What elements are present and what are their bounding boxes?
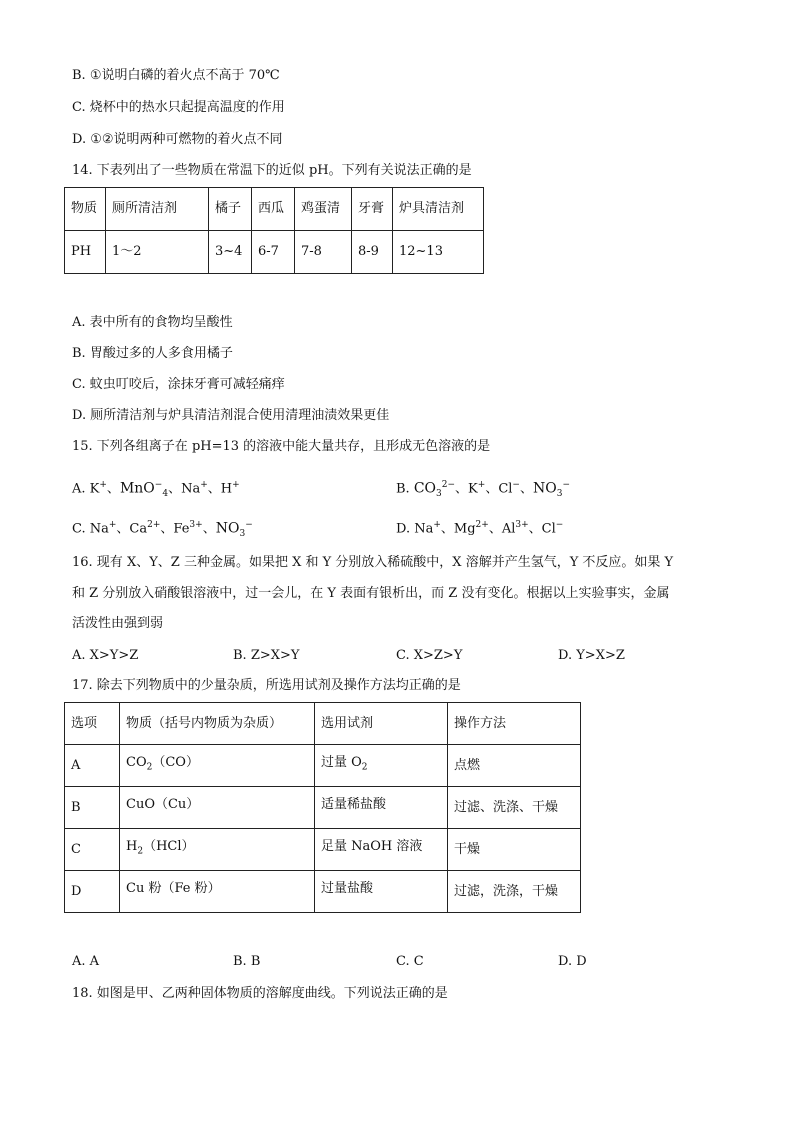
q13-option-b: B. ①说明白磷的着火点不高于 70℃: [72, 68, 280, 83]
q15-option-c: C. Na+、$Ca^{2+}$、$Fe^{3+}$、$NO_3^-$: [72, 520, 253, 539]
table-cell: 点燃: [448, 745, 581, 787]
q16-stem-line-1: 16. 现有 X、Y、Z 三种金属。如果把 X 和 Y 分别放入稀硫酸中，X 溶解并产生氢气，Y 不反应。如果 Y: [72, 555, 674, 570]
table-cell: PH: [65, 231, 106, 274]
table-cell: 物质: [65, 188, 106, 231]
q17-option-c: C. C: [396, 954, 424, 969]
q14-stem: 14. 下表列出了一些物质在常温下的近似 pH。下列有关说法正确的是: [72, 163, 472, 178]
q16-option-b: B. Z>X>Y: [233, 648, 300, 663]
table-row: [65, 703, 581, 745]
table-row: [65, 871, 581, 913]
q13-option-d: D. ①②说明两种可燃物的着火点不同: [72, 132, 283, 147]
table-cell: 适量稀盐酸: [315, 787, 448, 829]
table-cell: 1～2: [106, 231, 209, 274]
table-cell: 操作方法: [448, 703, 581, 745]
table-cell: A: [65, 745, 120, 787]
table-cell: CuO（Cu）: [120, 787, 315, 829]
q17-impurity-table: [64, 702, 581, 913]
table-cell: C: [65, 829, 120, 871]
q16-stem-line-3: 活泼性由强到弱: [72, 616, 164, 631]
q18-stem: 18. 如图是甲、乙两种固体物质的溶解度曲线。下列说法正确的是: [72, 986, 448, 1001]
q15-option-d: D. Na+、$Mg^{2+}$、$Al^{3+}$、Cl−: [396, 520, 564, 537]
q13-option-c: C. 烧杯中的热水只起提高温度的作用: [72, 100, 285, 115]
table-cell: 干燥: [448, 829, 581, 871]
q14-option-b: B. 胃酸过多的人多食用橘子: [72, 346, 233, 361]
table-cell: D: [65, 871, 120, 913]
table-cell: 橘子: [209, 188, 252, 231]
table-cell: 厕所清洁剂: [106, 188, 209, 231]
q16-option-a: A. X>Y>Z: [72, 648, 139, 663]
table-cell: 过滤、洗涤、干燥: [448, 787, 581, 829]
table-cell: 12~13: [393, 231, 484, 274]
q14-option-a: A. 表中所有的食物均呈酸性: [72, 315, 233, 330]
q16-stem-line-2: 和 Z 分别放入硝酸银溶液中，过一会儿，在 Y 表面有银析出，而 Z 没有变化。根据以上实验事实，金属: [72, 586, 670, 601]
q17-option-d: D. D: [558, 954, 587, 969]
table-cell: 选项: [65, 703, 120, 745]
table-cell: 选用试剂: [315, 703, 448, 745]
table-cell: 过量 $O_2$: [315, 745, 448, 787]
table-row: [65, 829, 581, 871]
q16-option-d: D. Y>X>Z: [558, 648, 625, 663]
table-cell: 6-7: [252, 231, 295, 274]
table-cell: 过滤，洗涤，干燥: [448, 871, 581, 913]
table-cell: 7-8: [295, 231, 352, 274]
q15-option-a: A. K+、MnO−$_4$、Na+、H+: [72, 480, 240, 499]
table-cell: 物质（括号内物质为杂质）: [120, 703, 315, 745]
table-cell: 8-9: [352, 231, 393, 274]
table-cell: 3~4: [209, 231, 252, 274]
table-cell: 炉具清洁剂: [393, 188, 484, 231]
q15-stem: 15. 下列各组离子在 pH=13 的溶液中能大量共存，且形成无色溶液的是: [72, 439, 491, 454]
table-cell: 牙膏: [352, 188, 393, 231]
q15-option-b: B. $CO_3^{2-}$、K+、Cl−、$NO_3^-$: [396, 480, 570, 499]
table-cell: 西瓜: [252, 188, 295, 231]
table-cell: 过量盐酸: [315, 871, 448, 913]
q14-option-c: C. 蚊虫叮咬后，涂抹牙膏可减轻痛痒: [72, 377, 285, 392]
table-cell: $H_2(HCl)$: [120, 829, 315, 871]
table-row: [65, 231, 484, 274]
q16-option-c: C. X>Z>Y: [396, 648, 463, 663]
table-row: [65, 787, 581, 829]
table-cell: B: [65, 787, 120, 829]
table-cell: Cu 粉（Fe 粉）: [120, 871, 315, 913]
table-row: [65, 188, 484, 231]
table-row: [65, 745, 581, 787]
q17-stem: 17. 除去下列物质中的少量杂质，所选用试剂及操作方法均正确的是: [72, 678, 461, 693]
q17-option-b: B. B: [233, 954, 261, 969]
q14-option-d: D. 厕所清洁剂与炉具清洁剂混合使用清理油渍效果更佳: [72, 408, 390, 423]
table-cell: 鸡蛋清: [295, 188, 352, 231]
table-cell: 足量 NaOH 溶液: [315, 829, 448, 871]
q14-ph-table: [64, 187, 484, 274]
q17-option-a: A. A: [72, 954, 100, 969]
table-cell: $CO_2(CO)$: [120, 745, 315, 787]
